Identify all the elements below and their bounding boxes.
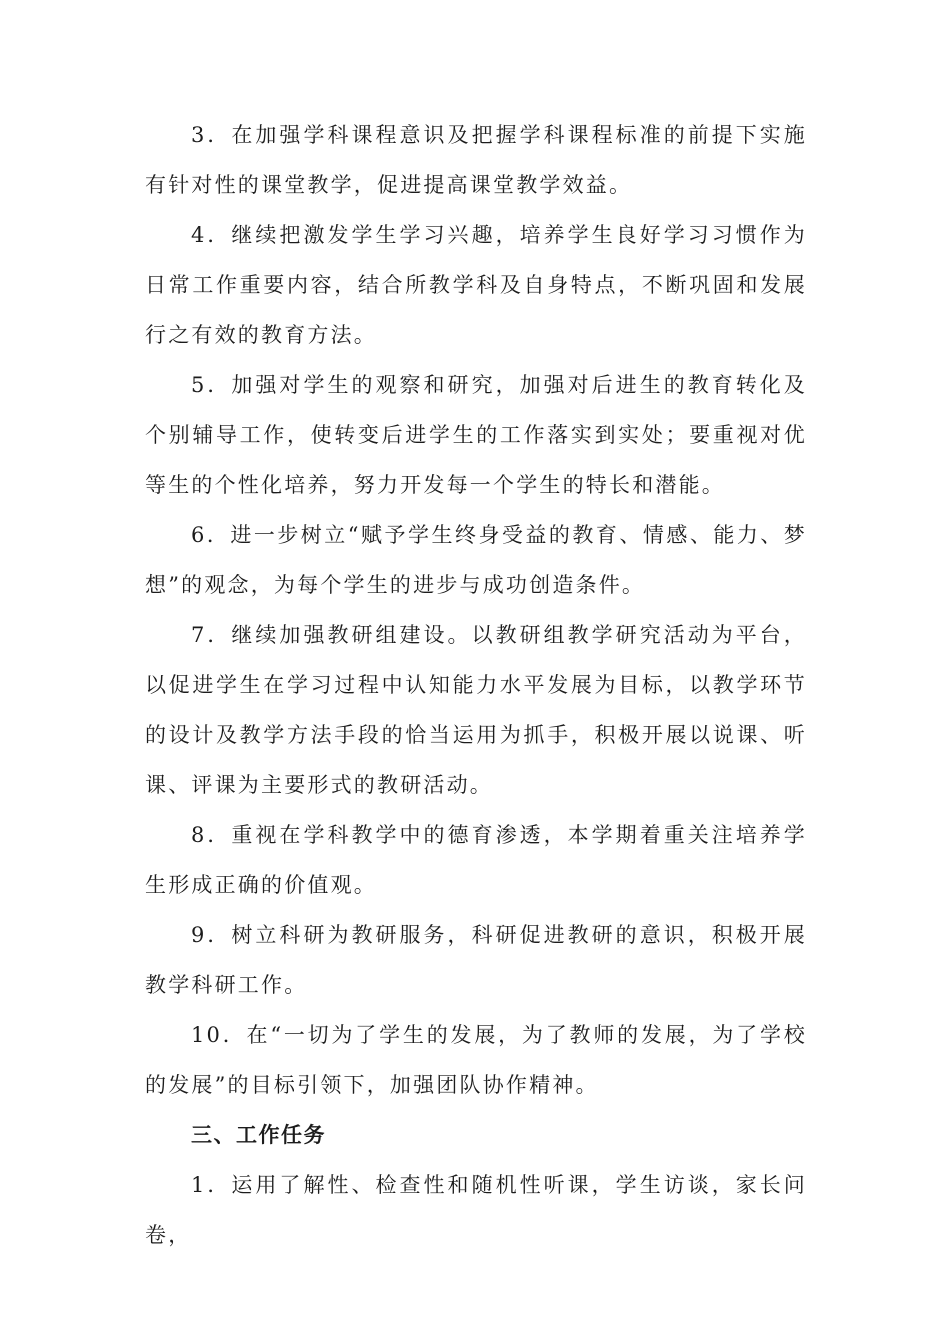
paragraph-item-5: 5．加强对学生的观察和研究，加强对后进生的教育转化及个别辅导工作，使转变后进学生的工作落实到实处；要重视对优等生的个性化培养，努力开发每一个学生的特长和潜能。 <box>145 373 807 497</box>
paragraph-item-10: 10．在“一切为了学生的发展，为了教师的发展，为了学校的发展”的目标引领下，加强团队协作精神。 <box>145 1023 807 1097</box>
paragraph-item-7: 7．继续加强教研组建设。以教研组教学研究活动为平台，以促进学生在学习过程中认知能力水平发展为目标，以教学环节的设计及教学方法手段的恰当运用为抓手，积极开展以说课、听课、评课为主要形式的教研活动。 <box>145 623 807 797</box>
document-body <box>145 110 807 1260</box>
task-paragraph-1: 1．运用了解性、检查性和随机性听课，学生访谈，家长问卷， <box>145 1173 807 1247</box>
paragraph-item-6: 6．进一步树立“赋予学生终身受益的教育、情感、能力、梦想”的观念，为每个学生的进步与成功创造条件。 <box>145 523 807 597</box>
paragraph-item-8: 8．重视在学科教学中的德育渗透，本学期着重关注培养学生形成正确的价值观。 <box>145 823 807 897</box>
paragraph-item-4: 4．继续把激发学生学习兴趣，培养学生良好学习习惯作为日常工作重要内容，结合所教学科及自身特点，不断巩固和发展行之有效的教育方法。 <box>145 223 807 347</box>
section-heading: 三、工作任务 <box>191 1123 326 1147</box>
paragraph-item-3: 3．在加强学科课程意识及把握学科课程标准的前提下实施有针对性的课堂教学，促进提高课堂教学效益。 <box>145 123 807 197</box>
paragraph-item-9: 9．树立科研为教研服务，科研促进教研的意识，积极开展教学科研工作。 <box>145 923 807 997</box>
